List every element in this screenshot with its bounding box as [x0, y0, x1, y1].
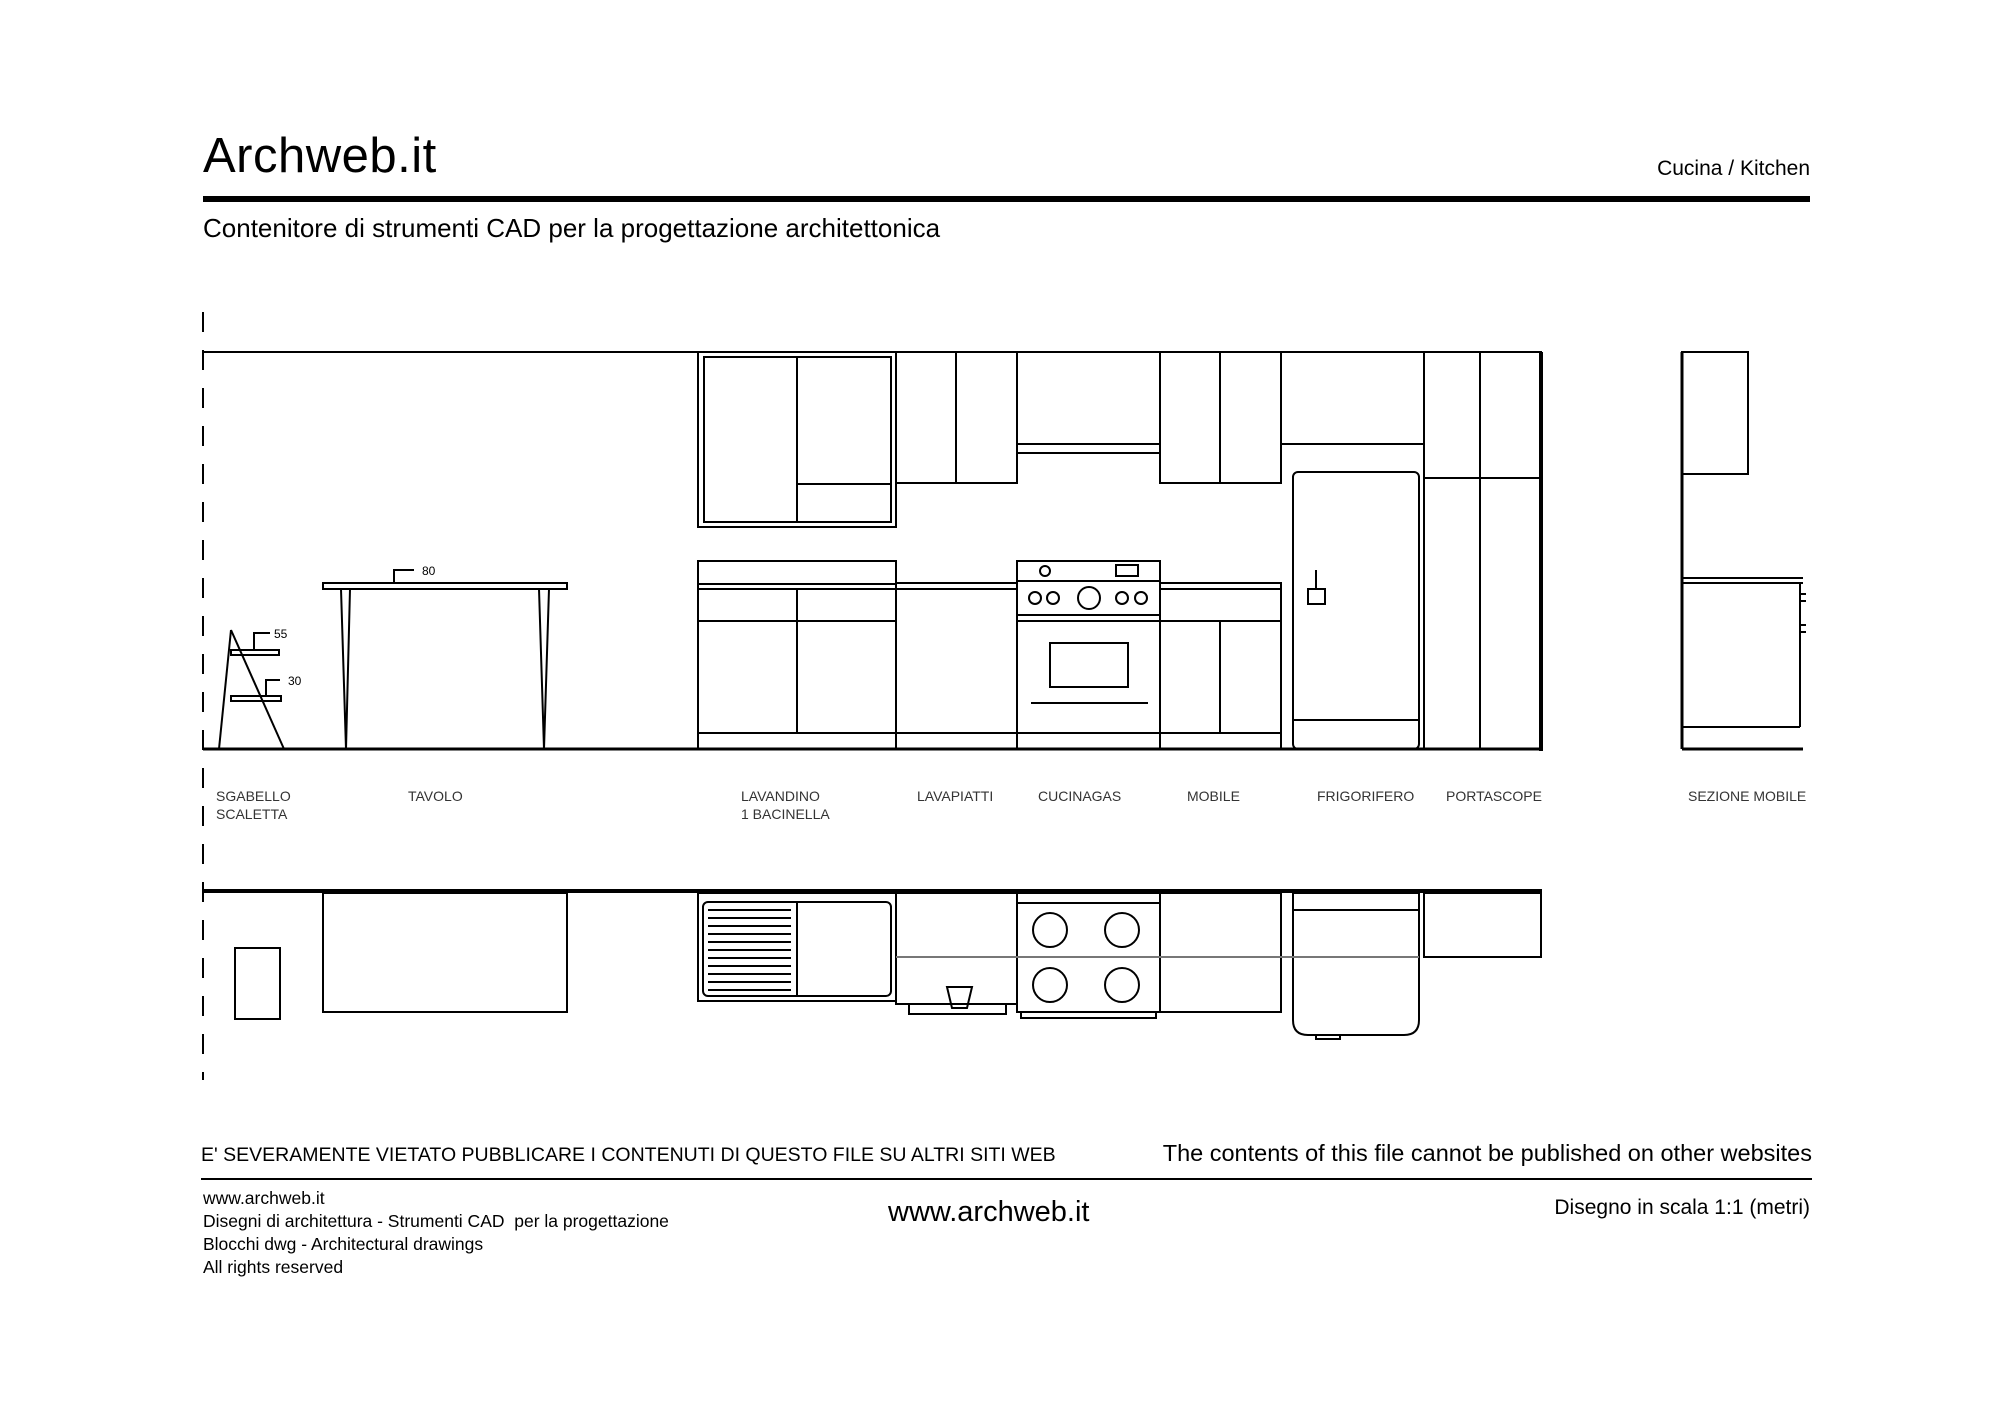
plan-base-cabinet [1160, 893, 1281, 1012]
drawing-scale: Disegno in scala 1:1 (metri) [1554, 1196, 1810, 1219]
plan-view [203, 891, 1542, 1039]
table [323, 570, 567, 749]
cabinet-section [1682, 352, 1806, 749]
footer-line-website: www.archweb.it [203, 1188, 325, 1208]
label-lavandino: LAVANDINO [741, 788, 820, 804]
dim-step-lower: 30 [288, 674, 302, 688]
base-cabinet [1160, 583, 1281, 749]
footer-info [203, 1187, 669, 1279]
label-lavapiatti: LAVAPIATTI [917, 788, 994, 804]
plan-broom-cupboard [1424, 893, 1541, 957]
dim-table-height: 80 [422, 564, 436, 578]
label-scaletta: SCALETTA [216, 806, 288, 822]
label-cucinagas: CUCINAGAS [1038, 788, 1122, 804]
dim-step-upper: 55 [274, 627, 288, 641]
brand-title: Archweb.it [203, 129, 437, 183]
stool-ladder [219, 630, 284, 749]
footer-line-blocks: Blocchi dwg - Architectural drawings [203, 1234, 484, 1254]
copyright-notice-italian: E' SEVERAMENTE VIETATO PUBBLICARE I CONTENUTI DI QUESTO FILE SU ALTRI SITI WEB [201, 1144, 1056, 1166]
plan-cooker [1017, 893, 1160, 1018]
sink-base-unit [698, 561, 896, 749]
label-frigorifero: FRIGORIFERO [1317, 788, 1415, 804]
subtitle: Contenitore di strumenti CAD per la progettazione architettonica [203, 213, 941, 243]
label-sezione-mobile: SEZIONE MOBILE [1688, 788, 1807, 804]
label-sgabello: SGABELLO [216, 788, 291, 804]
footer-line-rights: All rights reserved [203, 1257, 344, 1277]
label-tavolo: TAVOLO [408, 788, 463, 804]
plan-table [323, 893, 567, 1012]
footer-rule [201, 1178, 1812, 1180]
component-labels [216, 788, 1806, 822]
category-label: Cucina / Kitchen [1657, 157, 1810, 180]
plan-refrigerator [1293, 893, 1419, 1039]
label-mobile: MOBILE [1187, 788, 1240, 804]
footer-website-link[interactable]: www.archweb.it [888, 1196, 1090, 1228]
plan-stool [235, 948, 280, 1019]
gas-cooker [1017, 561, 1160, 749]
refrigerator [1293, 472, 1419, 749]
label-portascope: PORTASCOPE [1446, 788, 1542, 804]
upper-cabinets [698, 352, 1541, 749]
plan-dishwasher [896, 893, 1017, 1014]
label-bacinella: 1 BACINELLA [741, 806, 830, 822]
footer-line-description: Disegni di architettura - Strumenti CAD per la progettazione [203, 1211, 669, 1231]
plan-sink [698, 893, 896, 1001]
dishwasher [896, 583, 1017, 749]
elevation-view [203, 352, 1806, 751]
copyright-notice-english: The contents of this file cannot be published on other websites [1162, 1140, 1812, 1166]
